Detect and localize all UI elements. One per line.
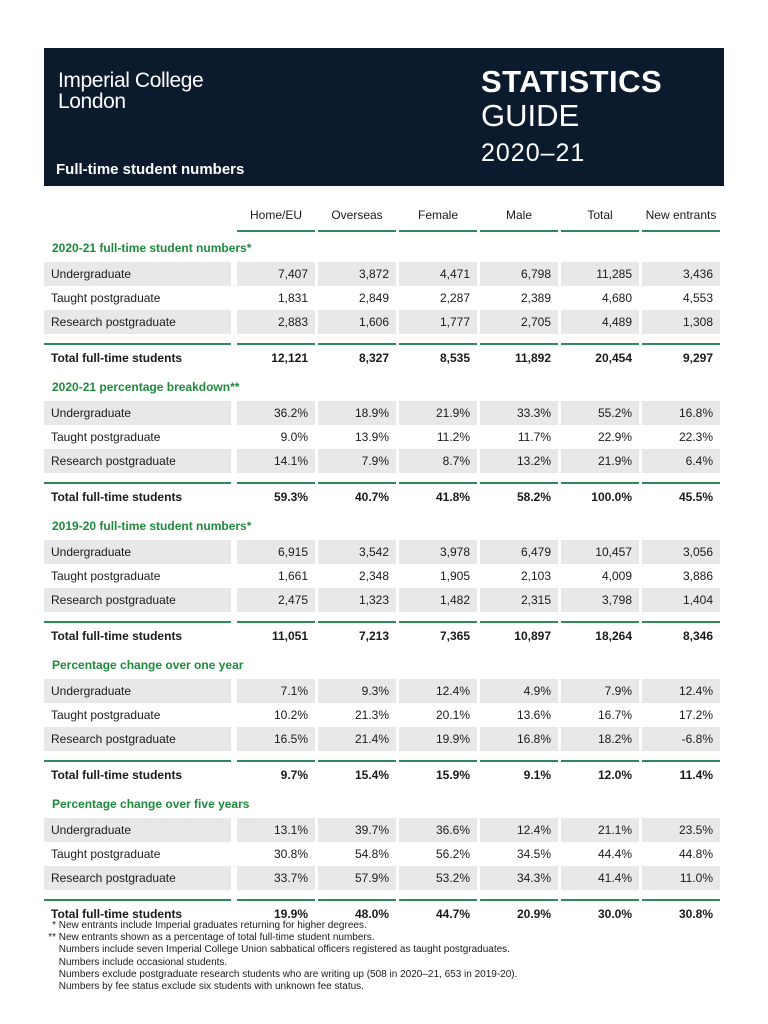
total-cell: 20.9% xyxy=(480,899,558,927)
table-section xyxy=(44,510,724,649)
section-title: 2019-20 full-time student numbers* xyxy=(52,519,252,533)
footnote xyxy=(46,957,517,969)
table-cell: 1,606 xyxy=(318,310,396,334)
table-cell: 14.1% xyxy=(237,449,315,473)
table-cell: 12.4% xyxy=(399,679,477,703)
table-section xyxy=(44,649,724,788)
table-row xyxy=(44,818,724,842)
section-title: 2020-21 full-time student numbers* xyxy=(52,241,252,255)
guide-title xyxy=(481,66,662,166)
row-label: Research postgraduate xyxy=(44,588,231,612)
table-cell: 34.3% xyxy=(480,866,558,890)
total-cell: 20,454 xyxy=(561,343,639,371)
total-cell: 48.0% xyxy=(318,899,396,927)
guide-line2: GUIDE xyxy=(481,98,580,133)
table-row xyxy=(44,866,724,890)
footnote xyxy=(46,969,517,981)
total-cell: 11.4% xyxy=(642,760,720,788)
table-cell: 7.9% xyxy=(318,449,396,473)
table-section xyxy=(44,232,724,371)
guide-year: 2020–21 xyxy=(481,139,586,167)
table-cell: 10.2% xyxy=(273,708,308,722)
table-cell: 6.4% xyxy=(642,449,720,473)
table-cell: 2,287 xyxy=(439,291,470,305)
total-cell: 44.7% xyxy=(399,899,477,927)
table-cell: 3,542 xyxy=(318,540,396,564)
table-cell: 23.5% xyxy=(642,818,720,842)
table-cell: 44.8% xyxy=(678,847,713,861)
imperial-logo xyxy=(58,70,203,112)
table-cell: 11.2% xyxy=(436,430,470,444)
table-cell: 41.4% xyxy=(561,866,639,890)
table-cell: 21.9% xyxy=(399,401,477,425)
table-cell: 2,849 xyxy=(358,291,389,305)
total-cell: 11,051 xyxy=(237,621,315,649)
total-row xyxy=(44,340,724,371)
table-cell: 12.4% xyxy=(480,818,558,842)
logo-line1: Imperial College xyxy=(58,69,204,92)
table-cell: 4,553 xyxy=(682,291,713,305)
column-header: Overseas xyxy=(318,188,396,232)
guide-line1: STATISTICS xyxy=(481,64,663,99)
table-cell: 2,389 xyxy=(520,291,551,305)
table-cell: 2,475 xyxy=(237,588,315,612)
table-cell: 21.4% xyxy=(318,727,396,751)
total-cell: 19.9% xyxy=(237,899,315,927)
total-cell: 15.9% xyxy=(399,760,477,788)
table-cell: -6.8% xyxy=(642,727,720,751)
section-title: Percentage change over five years xyxy=(52,797,250,811)
total-cell: 100.0% xyxy=(561,482,639,510)
table-cell: 1,404 xyxy=(642,588,720,612)
table-cell: 10,457 xyxy=(561,540,639,564)
table-row xyxy=(44,727,724,751)
row-label: Undergraduate xyxy=(44,262,231,286)
table-cell: 2,103 xyxy=(520,569,551,583)
table-cell: 2,705 xyxy=(480,310,558,334)
table-cell: 21.1% xyxy=(561,818,639,842)
table-cell: 16.8% xyxy=(480,727,558,751)
table-cell: 33.3% xyxy=(480,401,558,425)
total-cell: 40.7% xyxy=(318,482,396,510)
table-cell: 54.8% xyxy=(354,847,389,861)
table-cell: 1,777 xyxy=(399,310,477,334)
footnotes xyxy=(46,920,517,993)
total-label: Total full-time students xyxy=(44,899,231,927)
total-cell: 8,327 xyxy=(318,343,396,371)
table-sections xyxy=(44,232,724,927)
table-cell: 39.7% xyxy=(318,818,396,842)
footnote-text: Numbers include seven Imperial College Union sabbatical officers registered as taught postgraduates. xyxy=(56,944,510,956)
column-header: Home/EU xyxy=(237,188,315,232)
table-cell: 1,905 xyxy=(439,569,470,583)
row-label: Research postgraduate xyxy=(44,449,231,473)
table-row xyxy=(44,425,724,449)
row-label: Taught postgraduate xyxy=(51,847,161,861)
table-cell: 9.0% xyxy=(280,430,308,444)
table-cell: 21.3% xyxy=(354,708,389,722)
total-cell: 9.1% xyxy=(480,760,558,788)
total-cell: 12.0% xyxy=(561,760,639,788)
table-row xyxy=(44,401,724,425)
table-row xyxy=(44,679,724,703)
total-row xyxy=(44,479,724,510)
total-cell: 41.8% xyxy=(399,482,477,510)
table-cell: 21.9% xyxy=(561,449,639,473)
row-label: Research postgraduate xyxy=(44,310,231,334)
table-cell: 3,056 xyxy=(642,540,720,564)
table-cell: 57.9% xyxy=(318,866,396,890)
total-cell: 7,213 xyxy=(318,621,396,649)
row-label: Undergraduate xyxy=(44,818,231,842)
stats-table xyxy=(44,188,724,927)
table-cell: 16.7% xyxy=(597,708,632,722)
column-header: New entrants xyxy=(642,188,720,232)
total-row xyxy=(44,757,724,788)
row-label: Research postgraduate xyxy=(44,727,231,751)
table-cell: 1,831 xyxy=(277,291,308,305)
table-cell: 22.3% xyxy=(678,430,713,444)
table-cell: 6,479 xyxy=(480,540,558,564)
footnote-mark: ** xyxy=(48,932,56,944)
table-cell: 13.6% xyxy=(516,708,551,722)
table-row xyxy=(44,564,724,588)
table-row xyxy=(44,703,724,727)
table-row xyxy=(44,540,724,564)
header-banner xyxy=(44,48,724,186)
row-label: Undergraduate xyxy=(44,401,231,425)
page-subtitle: Full-time student numbers xyxy=(56,161,245,178)
column-header-row xyxy=(44,188,724,232)
table-cell: 7.9% xyxy=(561,679,639,703)
table-cell: 12.4% xyxy=(642,679,720,703)
table-cell: 3,798 xyxy=(561,588,639,612)
total-cell: 59.3% xyxy=(237,482,315,510)
table-cell: 16.8% xyxy=(642,401,720,425)
row-label: Undergraduate xyxy=(44,540,231,564)
total-cell: 9,297 xyxy=(642,343,720,371)
table-row xyxy=(44,842,724,866)
column-header: Male xyxy=(480,188,558,232)
total-cell: 15.4% xyxy=(318,760,396,788)
row-label: Research postgraduate xyxy=(44,866,231,890)
footnote-text: Numbers include occasional students. xyxy=(56,956,228,968)
table-cell: 7.1% xyxy=(237,679,315,703)
table-cell: 4.9% xyxy=(480,679,558,703)
table-cell: 19.9% xyxy=(399,727,477,751)
total-cell: 8,535 xyxy=(399,343,477,371)
table-cell: 3,886 xyxy=(682,569,713,583)
table-cell: 36.2% xyxy=(237,401,315,425)
footnote xyxy=(46,981,517,993)
row-label: Taught postgraduate xyxy=(51,708,161,722)
total-cell: 7,365 xyxy=(399,621,477,649)
footnote-text: New entrants shown as a percentage of total full-time student numbers. xyxy=(56,932,375,944)
column-header: Female xyxy=(399,188,477,232)
table-cell: 7,407 xyxy=(237,262,315,286)
table-cell: 11.0% xyxy=(642,866,720,890)
table-cell: 22.9% xyxy=(597,430,632,444)
table-cell: 2,315 xyxy=(480,588,558,612)
total-cell: 11,892 xyxy=(480,343,558,371)
table-cell: 8.7% xyxy=(399,449,477,473)
total-label: Total full-time students xyxy=(44,343,231,371)
table-cell: 4,009 xyxy=(601,569,632,583)
footnote xyxy=(46,932,517,944)
total-cell: 10,897 xyxy=(480,621,558,649)
total-cell: 30.0% xyxy=(561,899,639,927)
row-label: Undergraduate xyxy=(44,679,231,703)
total-cell: 58.2% xyxy=(480,482,558,510)
table-cell: 13.9% xyxy=(354,430,389,444)
table-section xyxy=(44,788,724,927)
table-cell: 17.2% xyxy=(678,708,713,722)
footnote-mark: * xyxy=(52,920,56,931)
table-cell: 44.4% xyxy=(597,847,632,861)
total-cell: 30.8% xyxy=(642,899,720,927)
table-cell: 3,436 xyxy=(642,262,720,286)
table-cell: 4,489 xyxy=(561,310,639,334)
row-label: Taught postgraduate xyxy=(51,291,161,305)
table-cell: 55.2% xyxy=(561,401,639,425)
total-cell: 12,121 xyxy=(237,343,315,371)
footnote-text: Numbers by fee status exclude six students with unknown fee status. xyxy=(56,981,364,993)
section-title: 2020-21 percentage breakdown** xyxy=(52,380,240,394)
footnote-text: Numbers exclude postgraduate research students who are writing up (508 in 2020–21, 653 in 2019-20). xyxy=(56,968,518,980)
table-cell: 1,661 xyxy=(277,569,308,583)
table-cell: 3,872 xyxy=(318,262,396,286)
footnote xyxy=(46,944,517,956)
logo-line2: London xyxy=(58,90,126,113)
table-cell: 1,308 xyxy=(642,310,720,334)
table-section xyxy=(44,371,724,510)
footnote xyxy=(46,920,517,932)
table-row xyxy=(44,449,724,473)
table-row xyxy=(44,588,724,612)
table-cell: 30.8% xyxy=(273,847,308,861)
row-label: Taught postgraduate xyxy=(51,430,161,444)
table-cell: 1,482 xyxy=(399,588,477,612)
row-label: Taught postgraduate xyxy=(51,569,161,583)
total-cell: 18,264 xyxy=(561,621,639,649)
total-cell: 8,346 xyxy=(642,621,720,649)
total-cell: 45.5% xyxy=(642,482,720,510)
table-cell: 36.6% xyxy=(399,818,477,842)
table-cell: 11,285 xyxy=(561,262,639,286)
table-cell: 11.7% xyxy=(517,430,551,444)
table-row xyxy=(44,310,724,334)
table-cell: 6,798 xyxy=(480,262,558,286)
total-label: Total full-time students xyxy=(44,621,231,649)
table-cell: 1,323 xyxy=(318,588,396,612)
section-title: Percentage change over one year xyxy=(52,658,244,672)
table-row xyxy=(44,286,724,310)
table-cell: 16.5% xyxy=(237,727,315,751)
table-cell: 9.3% xyxy=(318,679,396,703)
table-cell: 4,471 xyxy=(399,262,477,286)
table-cell: 3,978 xyxy=(399,540,477,564)
table-cell: 18.2% xyxy=(561,727,639,751)
table-cell: 34.5% xyxy=(516,847,551,861)
table-cell: 2,883 xyxy=(237,310,315,334)
column-header: Total xyxy=(561,188,639,232)
table-cell: 13.1% xyxy=(237,818,315,842)
total-cell: 9.7% xyxy=(237,760,315,788)
total-row xyxy=(44,618,724,649)
table-cell: 33.7% xyxy=(237,866,315,890)
table-cell: 18.9% xyxy=(318,401,396,425)
table-cell: 53.2% xyxy=(399,866,477,890)
table-cell: 6,915 xyxy=(237,540,315,564)
total-label: Total full-time students xyxy=(44,760,231,788)
footnote-text: New entrants include Imperial graduates returning for higher degrees. xyxy=(56,920,367,931)
table-cell: 4,680 xyxy=(601,291,632,305)
table-cell: 20.1% xyxy=(435,708,470,722)
table-row xyxy=(44,262,724,286)
table-cell: 2,348 xyxy=(358,569,389,583)
table-cell: 56.2% xyxy=(435,847,470,861)
table-cell: 13.2% xyxy=(480,449,558,473)
total-label: Total full-time students xyxy=(44,482,231,510)
